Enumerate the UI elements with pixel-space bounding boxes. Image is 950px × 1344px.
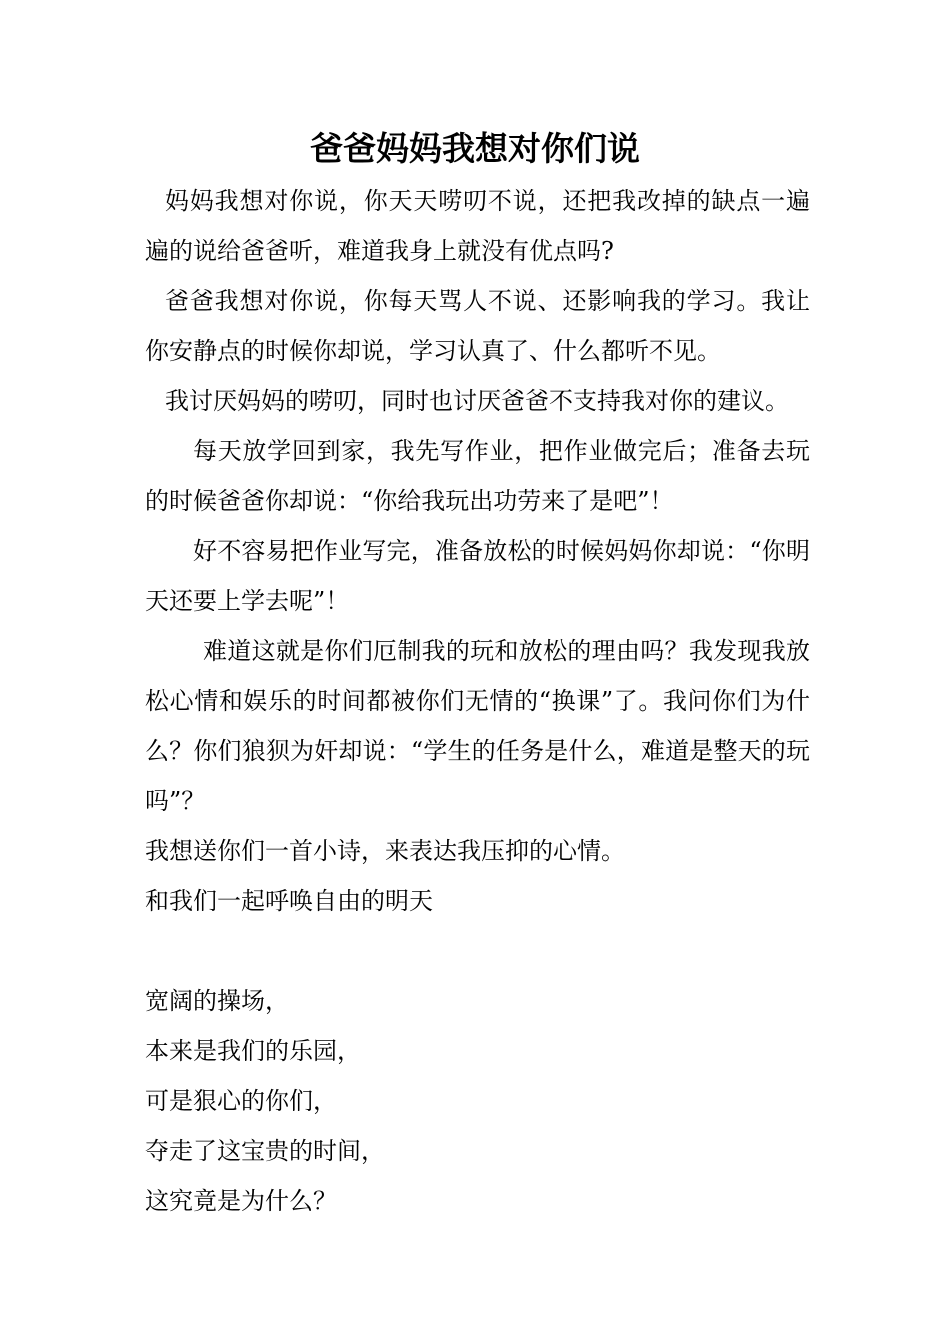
blank-line — [145, 926, 810, 976]
poem-line-4: 夺走了这宝贵的时间， — [145, 1137, 385, 1165]
paragraph-5: 好不容易把作业写完，准备放松的时候妈妈你却说：“你明天还要上学去呢”！ — [145, 537, 810, 615]
poem-line-2: 本来是我们的乐园， — [145, 1037, 361, 1065]
paragraph-8: 和我们一起呼唤自由的明天 — [145, 887, 433, 915]
poem-line-1: 宽阔的操场， — [145, 987, 289, 1015]
paragraph-4: 每天放学回到家，我先写作业，把作业做完后；准备去玩的时候爸爸你却说：“你给我玩出功劳来了是吧”！ — [145, 437, 810, 515]
paragraph-2: 爸爸我想对你说，你每天骂人不说、还影响我的学习。我让你安静点的时候你却说，学习认真了、什么都听不见。 — [145, 287, 810, 365]
document-title: 爸爸妈妈我想对你们说 — [310, 129, 640, 168]
paragraph-1: 妈妈我想对你说，你天天唠叨不说，还把我改掉的缺点一遍遍的说给爸爸听，难道我身上就没有优点吗? — [145, 187, 810, 265]
document-body — [145, 176, 810, 1226]
paragraph-7: 我想送你们一首小诗，来表达我压抑的心情。 — [145, 837, 625, 865]
paragraph-3: 我讨厌妈妈的唠叨，同时也讨厌爸爸不支持我对你的建议。 — [165, 387, 789, 415]
poem-line-5: 这究竟是为什么？ — [145, 1187, 337, 1215]
paragraph-6: 难道这就是你们厄制我的玩和放松的理由吗？我发现我放松心情和娱乐的时间都被你们无情的“换课”了。我问你们为什么？你们狼狈为奸却说：“学生的任务是什么，难道是整天的玩吗”？ — [145, 637, 810, 815]
poem-line-3: 可是狠心的你们， — [145, 1087, 337, 1115]
